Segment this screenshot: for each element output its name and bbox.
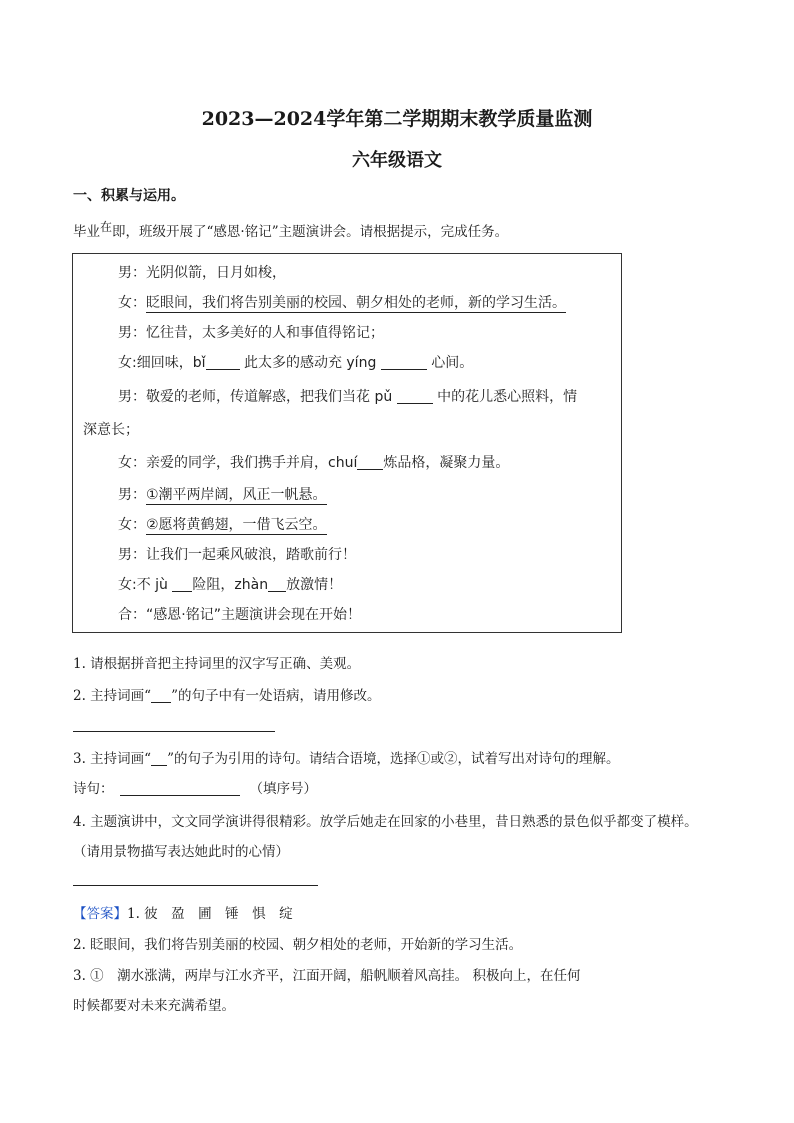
question-3-fill-hint: （填序号） — [249, 781, 317, 797]
intro-before: 毕业 — [73, 224, 100, 240]
blank-q3-poem[interactable] — [120, 781, 240, 796]
script-line-3: 男：忆往昔，太多美好的人和事值得铭记； — [118, 325, 384, 341]
script-line-7-a: 女：亲爱的同学，我们携手并肩，chuí — [118, 455, 358, 471]
script-line-8-prefix: 男： — [118, 487, 146, 503]
question-3-b: ”的句子为引用的诗句。请结合语境，选择①或②，试着写出对诗句的理解。 — [167, 751, 620, 767]
host-script-box — [72, 253, 622, 633]
script-line-8 — [118, 484, 327, 504]
script-line-11-b: 险阻，zhàn — [192, 577, 269, 593]
page-title: 2023—2024学年第二学期期末教学质量监测 — [201, 108, 593, 130]
answer-3-line-2: 时候都要对未来充满希望。 — [73, 998, 235, 1014]
question-2-a: 2. 主持词画“ — [73, 688, 152, 704]
script-line-4-c: 心间。 — [426, 355, 474, 371]
answer-3-line-1: 3. ① 潮水涨满，两岸与江水齐平，江面开阔，船帆顺着风高挂。 积极向上，在任何 — [73, 968, 581, 984]
question-2-b: ”的句子中有一处语病，请用修改。 — [171, 688, 381, 704]
intro-after: 即，班级开展了“感恩·铭记”主题演讲会。请根据提示，完成任务。 — [112, 224, 509, 240]
script-line-2 — [118, 292, 566, 312]
script-line-4-a: 女:细回味，bǐ — [118, 355, 206, 371]
question-4: 4. 主题演讲中，文文同学演讲得很精彩。放学后她走在回家的小巷里，昔日熟悉的景色似乎都变了模样。 — [73, 814, 698, 830]
script-line-5 — [118, 386, 577, 406]
blank-chui[interactable] — [357, 455, 383, 470]
script-line-7-b: 炼品格，凝聚力量。 — [383, 455, 510, 471]
blank-q3-mark — [151, 753, 167, 766]
question-3-poem-label: 诗句： — [73, 781, 114, 797]
question-3 — [73, 747, 619, 767]
script-line-5-b: 中的花儿悉心照料，情 — [432, 389, 578, 405]
script-line-7 — [118, 452, 509, 472]
section-heading: 一、积累与运用。 — [73, 188, 185, 204]
blank-zhan[interactable] — [268, 577, 286, 592]
script-line-4 — [118, 352, 473, 372]
blank-pu[interactable] — [397, 389, 433, 404]
script-line-1: 男：光阴似箭，日月如梭， — [118, 265, 286, 281]
script-line-8-underlined: ①潮平两岸阔，风正一帆悬。 — [146, 487, 327, 503]
blank-bi[interactable] — [206, 355, 240, 370]
question-3-poem — [73, 777, 317, 797]
script-line-2-prefix: 女： — [118, 295, 146, 311]
blank-ying[interactable] — [381, 355, 427, 370]
answer-2: 2. 眨眼间，我们将告别美丽的校园、朝夕相处的老师，开始新的学习生活。 — [73, 937, 523, 953]
script-line-11-c: 放激情！ — [286, 577, 343, 593]
script-line-11-a: 女:不 jù — [118, 577, 173, 593]
blank-q2-mark — [151, 690, 171, 703]
script-line-10: 男：让我们一起乘风破浪，踏歌前行！ — [118, 547, 356, 563]
script-line-11 — [118, 574, 342, 594]
script-line-9-underlined: ②愿将黄鹤翅，一借飞云空。 — [146, 517, 327, 533]
question-4-note: （请用景物描写表达她此时的心情） — [73, 844, 289, 860]
answer-tag: 【答案】 — [73, 906, 127, 922]
answer-line-q4[interactable] — [73, 885, 318, 886]
blank-ju[interactable] — [172, 577, 192, 592]
script-line-12: 合：“感恩·铭记”主题演讲会现在开始！ — [118, 607, 361, 623]
question-2 — [73, 684, 380, 704]
answer-1 — [73, 902, 293, 922]
question-3-a: 3. 主持词画“ — [73, 751, 152, 767]
script-line-6: 深意长； — [83, 422, 139, 438]
intro-raised: 在 — [100, 220, 113, 234]
script-line-9-prefix: 女： — [118, 517, 146, 533]
answer-line-q2[interactable] — [73, 731, 275, 732]
page-subtitle: 六年级语文 — [352, 150, 442, 171]
intro-paragraph — [73, 220, 508, 240]
script-line-2-underlined: 眨眼间，我们将告别美丽的校园、朝夕相处的老师，新的学习生活。 — [146, 295, 566, 311]
script-line-5-a: 男：敬爱的老师，传道解惑，把我们当花 pǔ — [118, 389, 397, 405]
answer-1-text: 1. 彼 盈 圃 锤 惧 绽 — [127, 906, 293, 922]
script-line-4-b: 此太多的感动充 yíng — [239, 355, 381, 371]
question-1: 1. 请根据拼音把主持词里的汉字写正确、美观。 — [73, 656, 361, 672]
script-line-9 — [118, 514, 327, 534]
